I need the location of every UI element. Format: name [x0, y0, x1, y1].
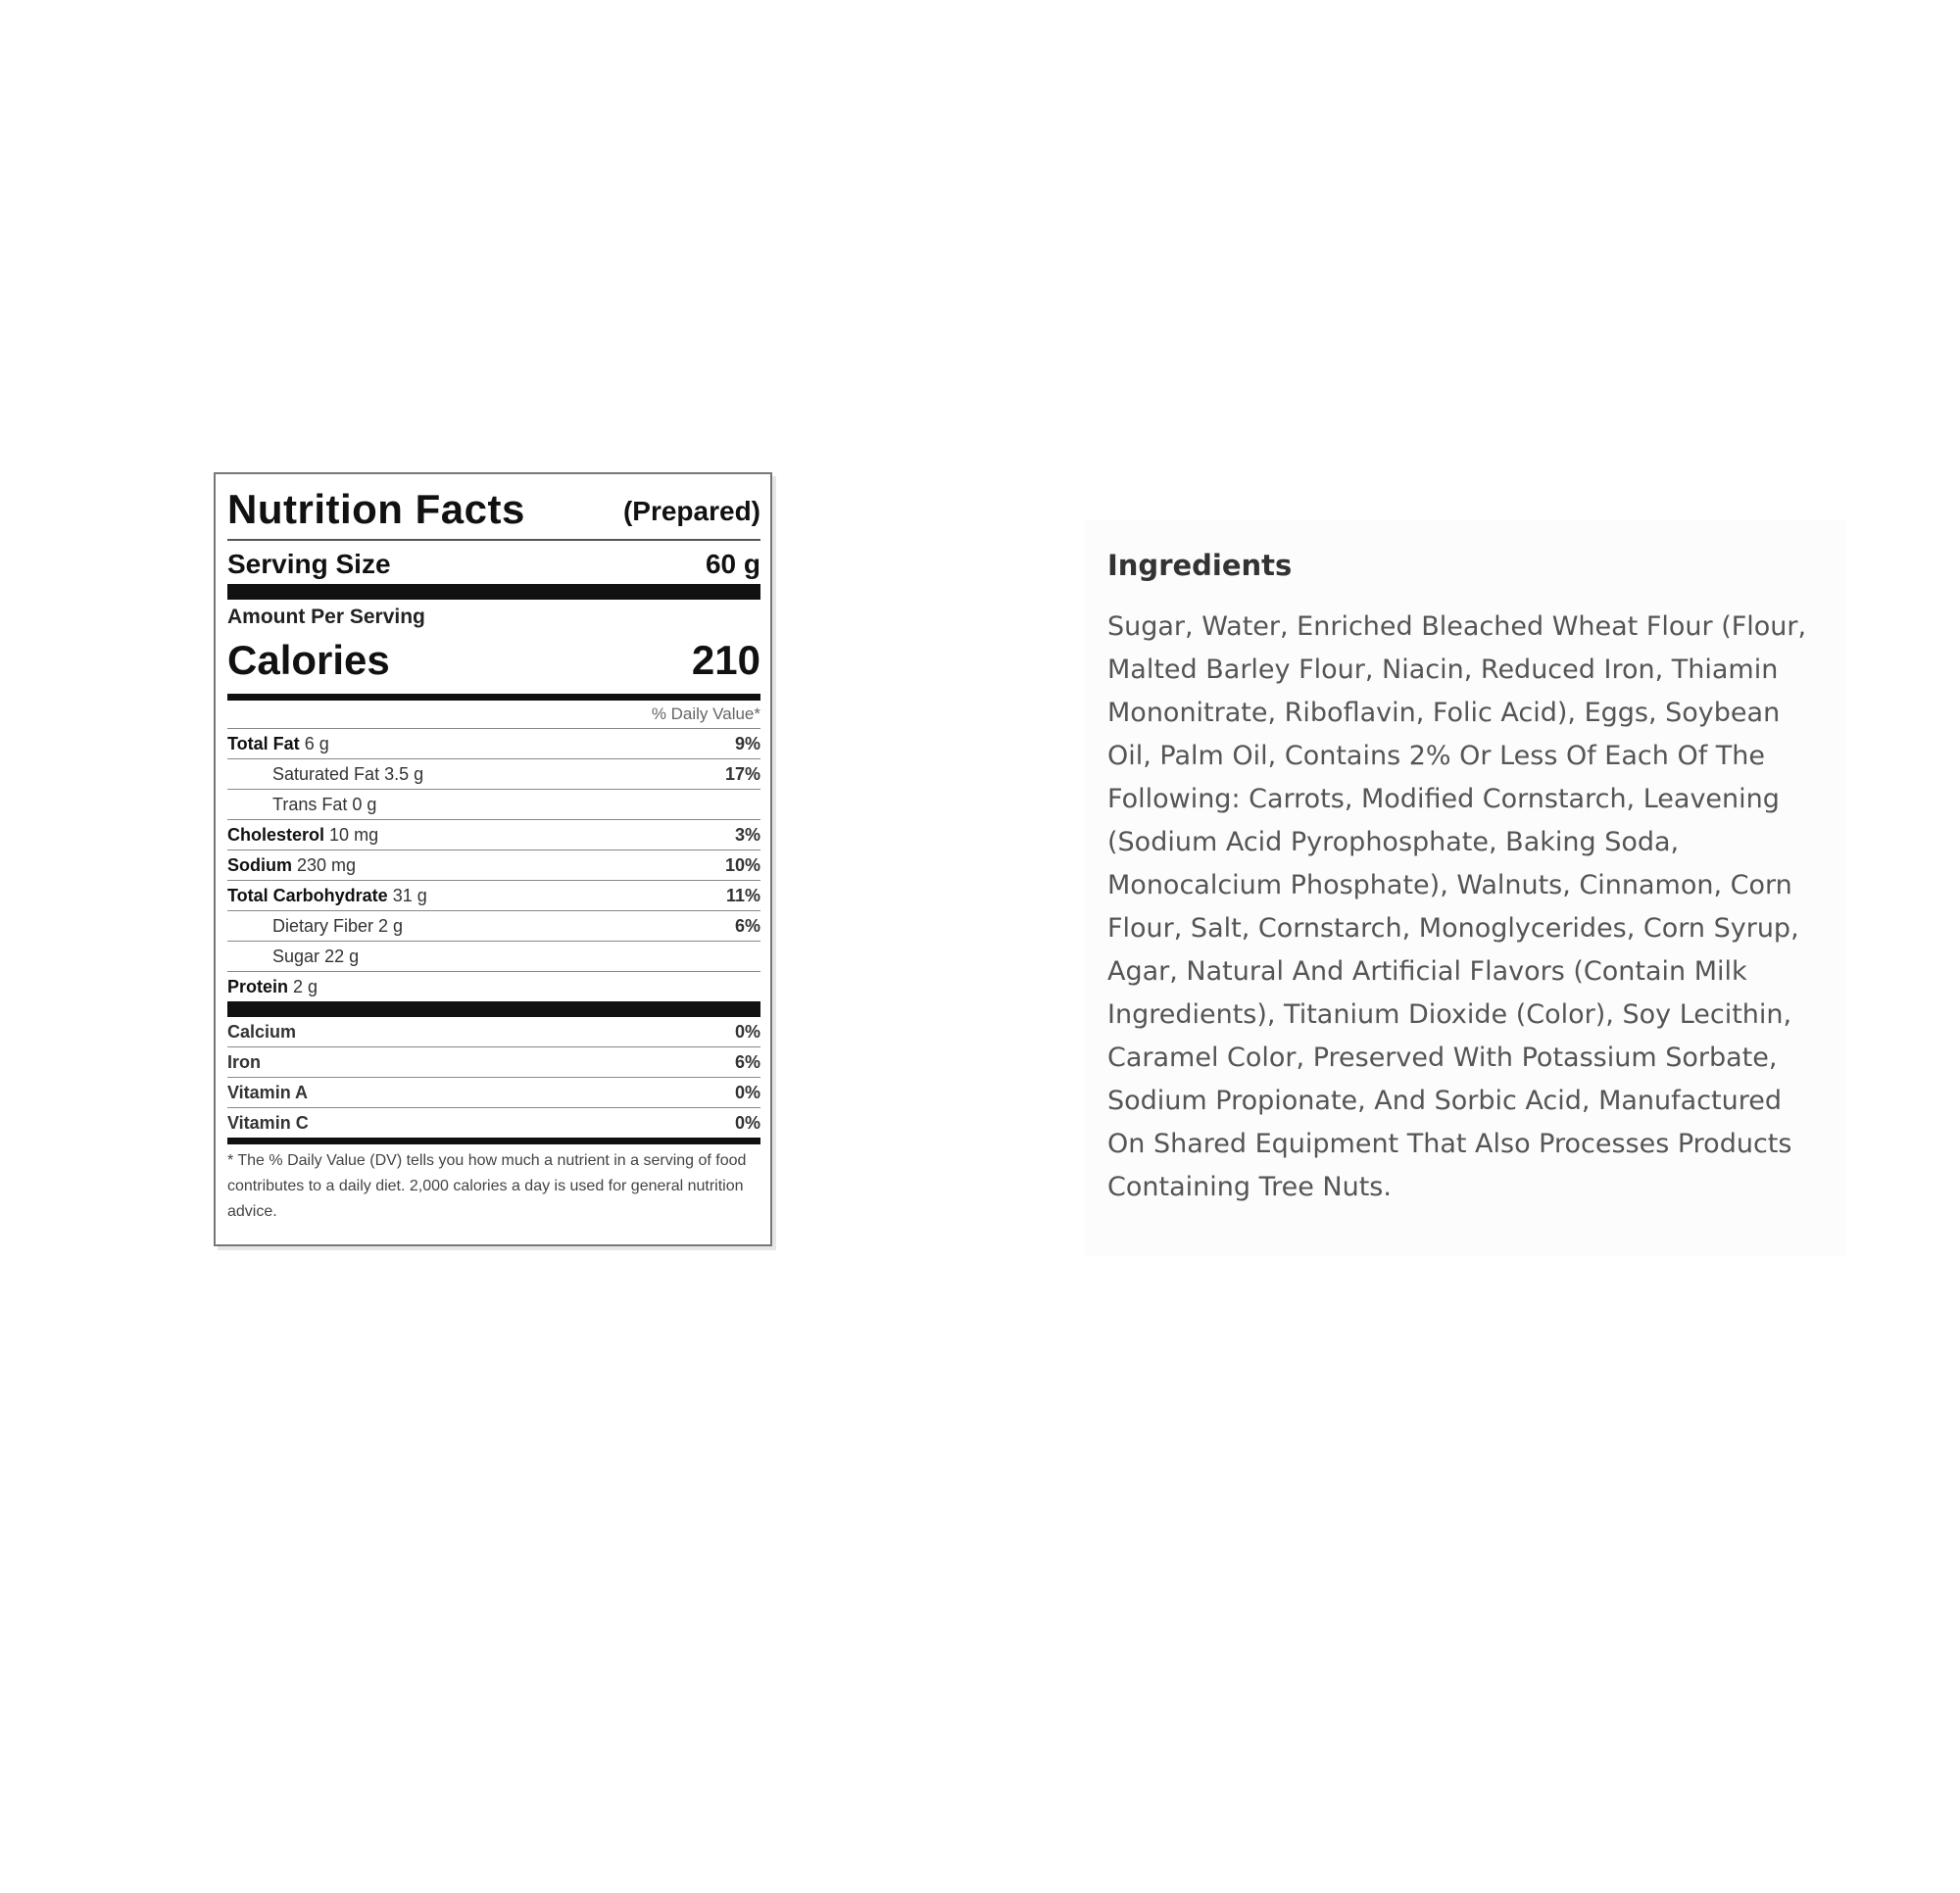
nutrient-dv: 9% [734, 734, 760, 753]
vitamin-dv: 6% [734, 1052, 760, 1072]
nutrient-amount: 230 mg [297, 855, 357, 875]
nutrient-label: Sodium [227, 855, 292, 875]
vitamin-row-iron [227, 1047, 760, 1078]
nutrition-title: Nutrition Facts [227, 486, 525, 532]
vitamin-dv: 0% [734, 1022, 760, 1042]
vitamin-label: Iron [227, 1052, 261, 1072]
amount-per-serving: Amount Per Serving [227, 606, 425, 628]
serving-size-value: 60 g [705, 549, 760, 579]
nutrient-dv: 11% [725, 886, 760, 905]
vitamin-row-vitamin-c [227, 1108, 760, 1138]
nutrient-label: Total Fat [227, 734, 300, 753]
vitamin-row-vitamin-a [227, 1078, 760, 1108]
ingredients-panel [1084, 519, 1846, 1256]
thick-divider [227, 1001, 760, 1017]
nutrient-row-dietary-fiber [227, 911, 760, 942]
nutrient-amount: 3.5 g [384, 764, 424, 784]
nutrition-facts-label [214, 472, 772, 1246]
nutrient-row-trans-fat [227, 790, 760, 820]
nutrition-title-suffix: (Prepared) [622, 496, 760, 526]
calories-label: Calories [227, 637, 390, 683]
medium-divider [227, 694, 760, 701]
nutrient-amount: 10 mg [329, 825, 379, 845]
nutrient-label: Dietary Fiber [272, 916, 374, 936]
nutrient-label: Sugar [272, 946, 320, 966]
nutrient-label: Trans Fat [272, 795, 348, 814]
nutrient-row-total-fat [227, 729, 760, 759]
vitamin-label: Calcium [227, 1022, 297, 1042]
nutrient-amount: 0 g [352, 795, 377, 814]
nutrient-amount: 2 g [293, 977, 318, 996]
daily-value-footnote: * The % Daily Value (DV) tells you how much a nutrient in a serving of food contributes to a daily diet. 2,000 calories a day is used for general nutrition advice. [227, 1152, 747, 1220]
nutrition-title-row [227, 486, 760, 541]
serving-size-label: Serving Size [227, 549, 391, 579]
nutrient-dv: 3% [734, 825, 760, 845]
nutrient-dv: 10% [724, 855, 760, 875]
serving-size-row [227, 541, 760, 584]
nutrient-row-cholesterol [227, 820, 760, 850]
nutrient-amount: 22 g [324, 946, 360, 966]
nutrient-row-protein [227, 972, 760, 1001]
nutrient-amount: 31 g [392, 886, 427, 905]
nutrient-label: Total Carbohydrate [227, 886, 388, 905]
ingredients-text: Sugar, Water, Enriched Bleached Wheat Flour (Flour, Malted Barley Flour, Niacin, Reduced Iron, Thiamin Mononitrate, Riboflavin, Folic Acid), Eggs, Soybean Oil, Palm Oil, Contains 2% Or Less Of Each Of The Following: Carrots, Modified Cornstarch, Leavening (Sodium Acid Pyrophosphate, Baking Soda, Monocalcium Phosphate), Walnuts, Cinnamon, Corn Flour, Salt, Cornstarch, Monoglycerides, Corn Syrup, Agar, Natural And Artificial Flavors (Contain Milk Ingredients), Titanium Dioxide (Color), Soy Lecithin, Caramel Color, Preserved With Potassium Sorbate, Sodium Propionate, And Sorbic Acid, Manufactured On Shared Equipment That Also Processes Products Containing Tree Nuts. [1107, 611, 1807, 1202]
nutrient-row-sodium [227, 850, 760, 881]
nutrient-dv: 6% [734, 916, 760, 936]
vitamin-dv: 0% [734, 1113, 760, 1133]
nutrient-amount: 2 g [378, 916, 404, 936]
nutrient-row-sugar [227, 942, 760, 972]
nutrient-dv: 17% [724, 764, 760, 784]
medium-divider [227, 1138, 760, 1144]
nutrient-row-total-carbohydrate [227, 881, 760, 911]
nutrient-label: Protein [227, 977, 289, 996]
vitamin-row-calcium [227, 1017, 760, 1047]
nutrient-label: Cholesterol [227, 825, 325, 845]
calories-value: 210 [691, 637, 760, 683]
nutrient-amount: 6 g [304, 734, 329, 753]
vitamin-dv: 0% [734, 1083, 760, 1102]
daily-value-header: % Daily Value* [227, 701, 760, 729]
vitamin-label: Vitamin C [227, 1113, 309, 1133]
nutrient-row-saturated-fat [227, 759, 760, 790]
nutrient-label: Saturated Fat [272, 764, 380, 784]
calories-row [227, 633, 760, 694]
ingredients-title: Ingredients [1107, 549, 1293, 582]
thick-divider [227, 584, 760, 600]
vitamin-label: Vitamin A [227, 1083, 309, 1102]
